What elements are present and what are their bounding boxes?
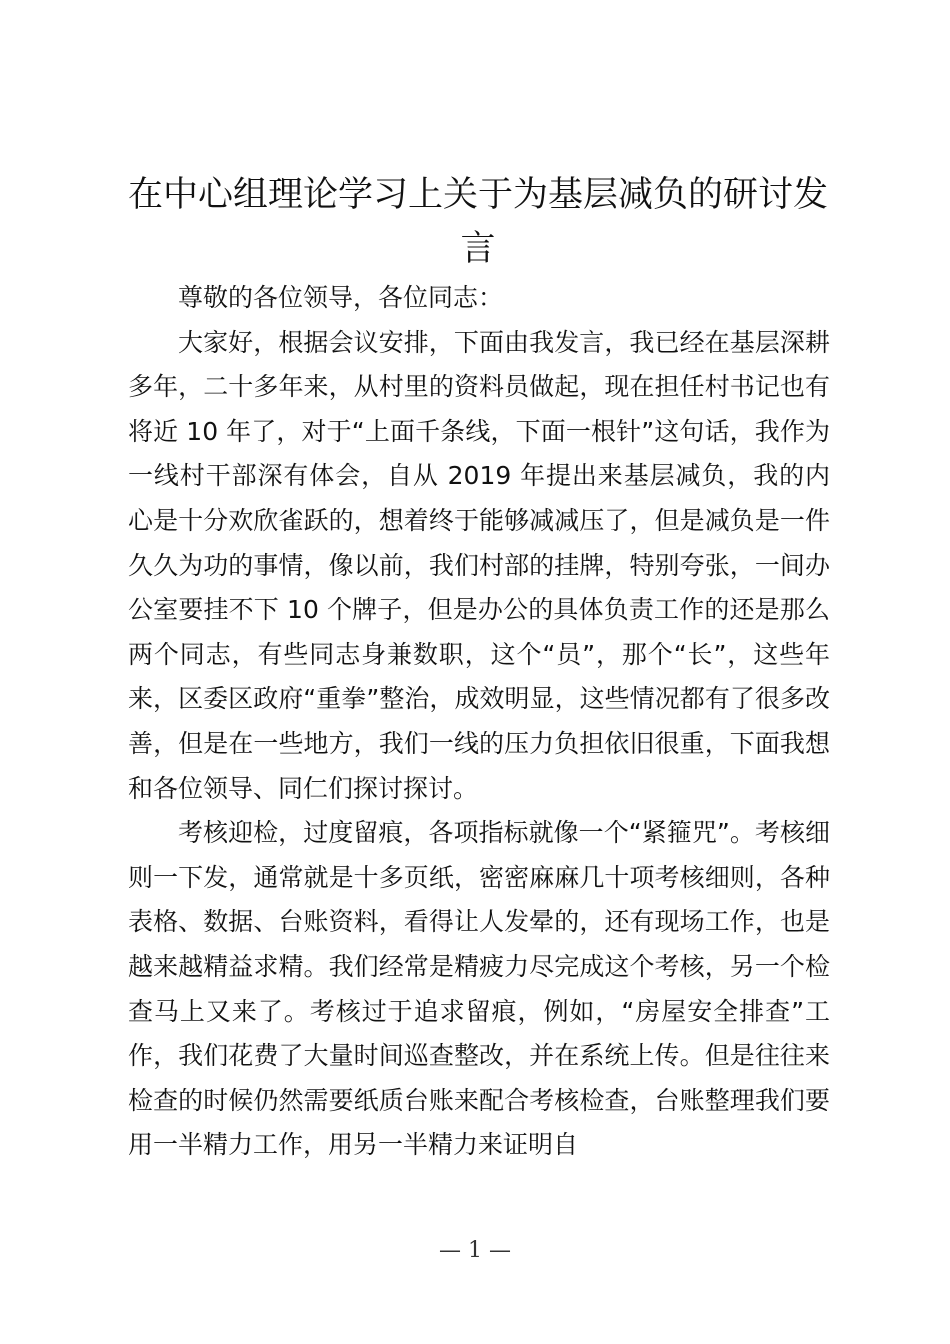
document-body: [128, 276, 830, 1168]
paragraph-1: 大家好，根据会议安排，下面由我发言，我已经在基层深耕多年，二十多年来，从村里的资料员做起，现在担任村书记也有将近 10 年了，对于“上面千条线，下面一根针”这句话，我作为一线村干部深有体会，自从 2019 年提出来基层减负，我的内心是十分欢欣雀跃的，想着终于能够减减压了，但是减负是一件久久为功的事情，像以前，我们村部的挂牌，特别夸张，一间办公室要挂不下 10 个牌子，但是办公的具体负责工作的还是那么两个同志，有些同志身兼数职，这个“员”，那个“长”，这些年来，区委区政府“重拳”整治，成效明显，这些情况都有了很多改善，但是在一些地方，我们一线的压力负担依旧很重，下面我想和各位领导、同仁们探讨探讨。: [128, 327, 830, 803]
salutation: 尊敬的各位领导，各位同志：: [178, 283, 504, 312]
document-title: 在中心组理论学习上关于为基层减负的研讨发言: [127, 175, 828, 269]
paragraph-2: 考核迎检，过度留痕，各项指标就像一个“紧箍咒”。考核细则一下发，通常就是十多页纸，密密麻麻几十项考核细则，各种表格、数据、台账资料，看得让人发晕的，还有现场工作，也是越来越精益求精。我们经常是精疲力尽完成这个考核，另一个检查马上又来了。考核过于追求留痕，例如，“房屋安全排查”工作，我们花费了大量时间巡查整改，并在系统上传。但是往往来检查的时候仍然需要纸质台账来配合考核检查，台账整理我们要用一半精力工作，用另一半精力来证明自: [128, 818, 830, 1160]
page-number: — 1 —: [439, 1238, 511, 1263]
